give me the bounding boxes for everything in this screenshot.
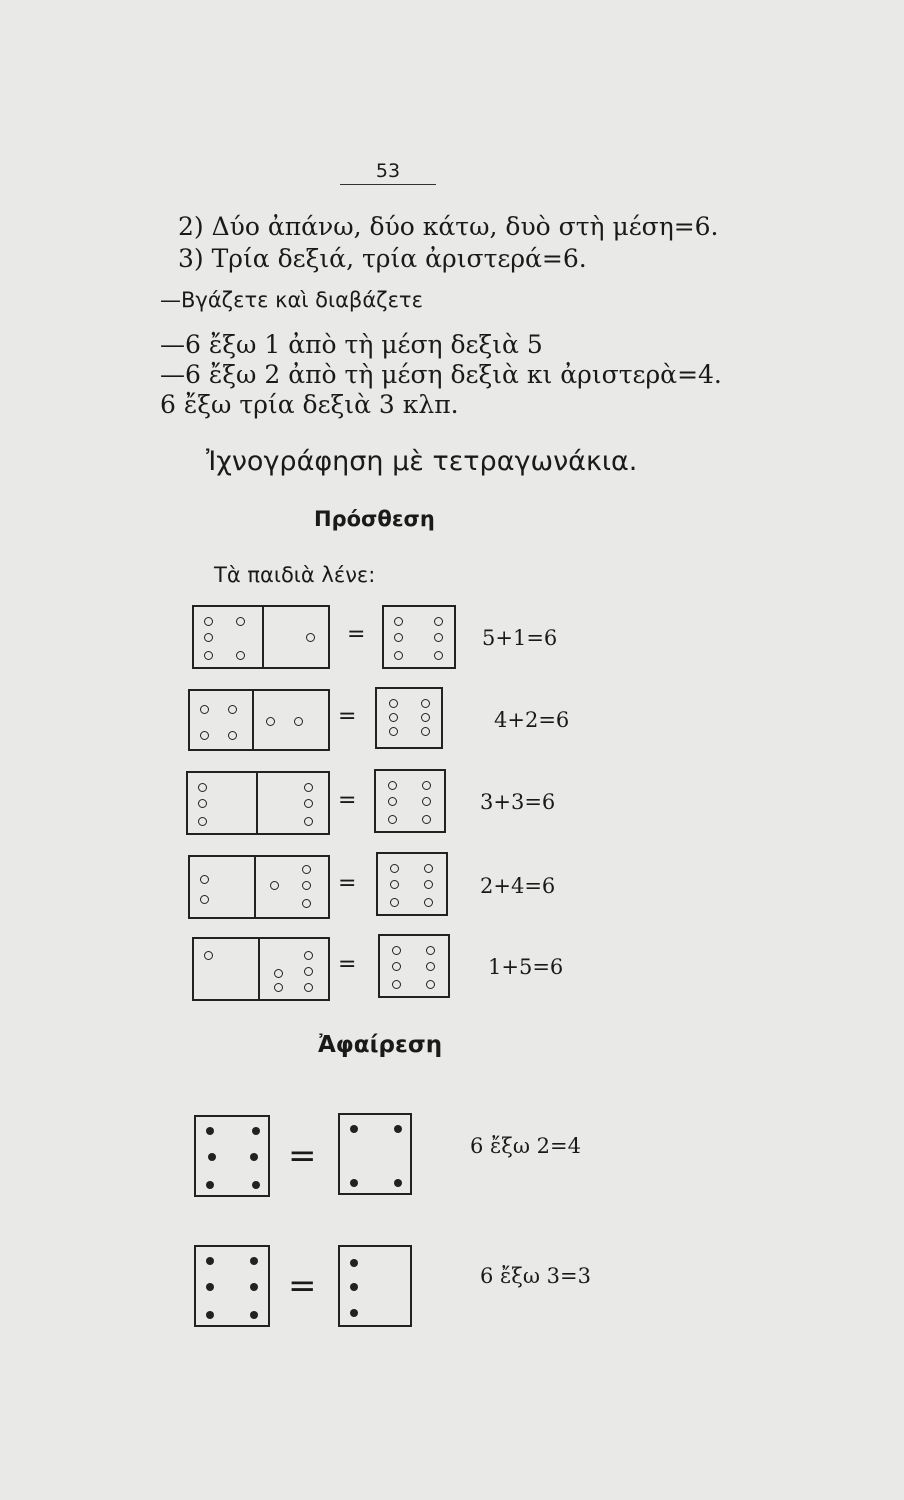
text-line-3: —Βγάζετε καὶ διαβάζετε: [160, 288, 423, 312]
equals-sign: =: [338, 704, 357, 729]
domino-left: [188, 689, 330, 751]
subtraction-heading: Ἀφαίρεση: [318, 1032, 443, 1058]
domino-left: [192, 937, 330, 1001]
domino-left: [194, 1245, 270, 1327]
equation: 5+1=6: [482, 626, 558, 650]
equation: 4+2=6: [494, 708, 570, 732]
domino-result: [338, 1113, 412, 1195]
domino-result: [378, 934, 450, 998]
equation: 6 ἔξω 2=4: [470, 1134, 581, 1158]
equals-sign: =: [347, 622, 366, 647]
page-number-rule: [340, 184, 436, 185]
text-line-2: 3) Τρία δεξιά, τρία ἀριστερά=6.: [178, 244, 587, 273]
equation: 1+5=6: [488, 955, 564, 979]
addition-heading: Πρόσθεση: [314, 507, 435, 531]
domino-result: [374, 769, 446, 833]
text-line-6: 6 ἔξω τρία δεξιὰ 3 κλπ.: [160, 390, 459, 419]
equation: 6 ἔξω 3=3: [480, 1264, 591, 1288]
page-number: 53: [375, 160, 401, 182]
equals-sign: =: [288, 1266, 317, 1306]
kids-say-label: Τὰ παιδιὰ λένε:: [214, 563, 376, 587]
section-title: Ἰχνογράφηση μὲ τετραγωνάκια.: [206, 446, 638, 477]
text-line-1: 2) Δύο ἀπάνω, δύο κάτω, δυὸ στὴ μέση=6.: [178, 212, 719, 241]
equation: 2+4=6: [480, 874, 556, 898]
domino-result: [338, 1245, 412, 1327]
domino-left: [194, 1115, 270, 1197]
domino-result: [375, 687, 443, 749]
domino-left: [192, 605, 330, 669]
domino-left: [188, 855, 330, 919]
text-line-5: —6 ἔξω 2 ἀπὸ τὴ μέση δεξιὰ κι ἀριστερὰ=4.: [160, 360, 722, 389]
equals-sign: =: [338, 788, 357, 813]
equals-sign: =: [288, 1136, 317, 1176]
text-line-4: —6 ἔξω 1 ἀπὸ τὴ μέση δεξιὰ 5: [160, 330, 543, 359]
equation: 3+3=6: [480, 790, 556, 814]
equals-sign: =: [338, 871, 357, 896]
domino-left: [186, 771, 330, 835]
equals-sign: =: [338, 952, 357, 977]
domino-result: [376, 852, 448, 916]
domino-result: [382, 605, 456, 669]
